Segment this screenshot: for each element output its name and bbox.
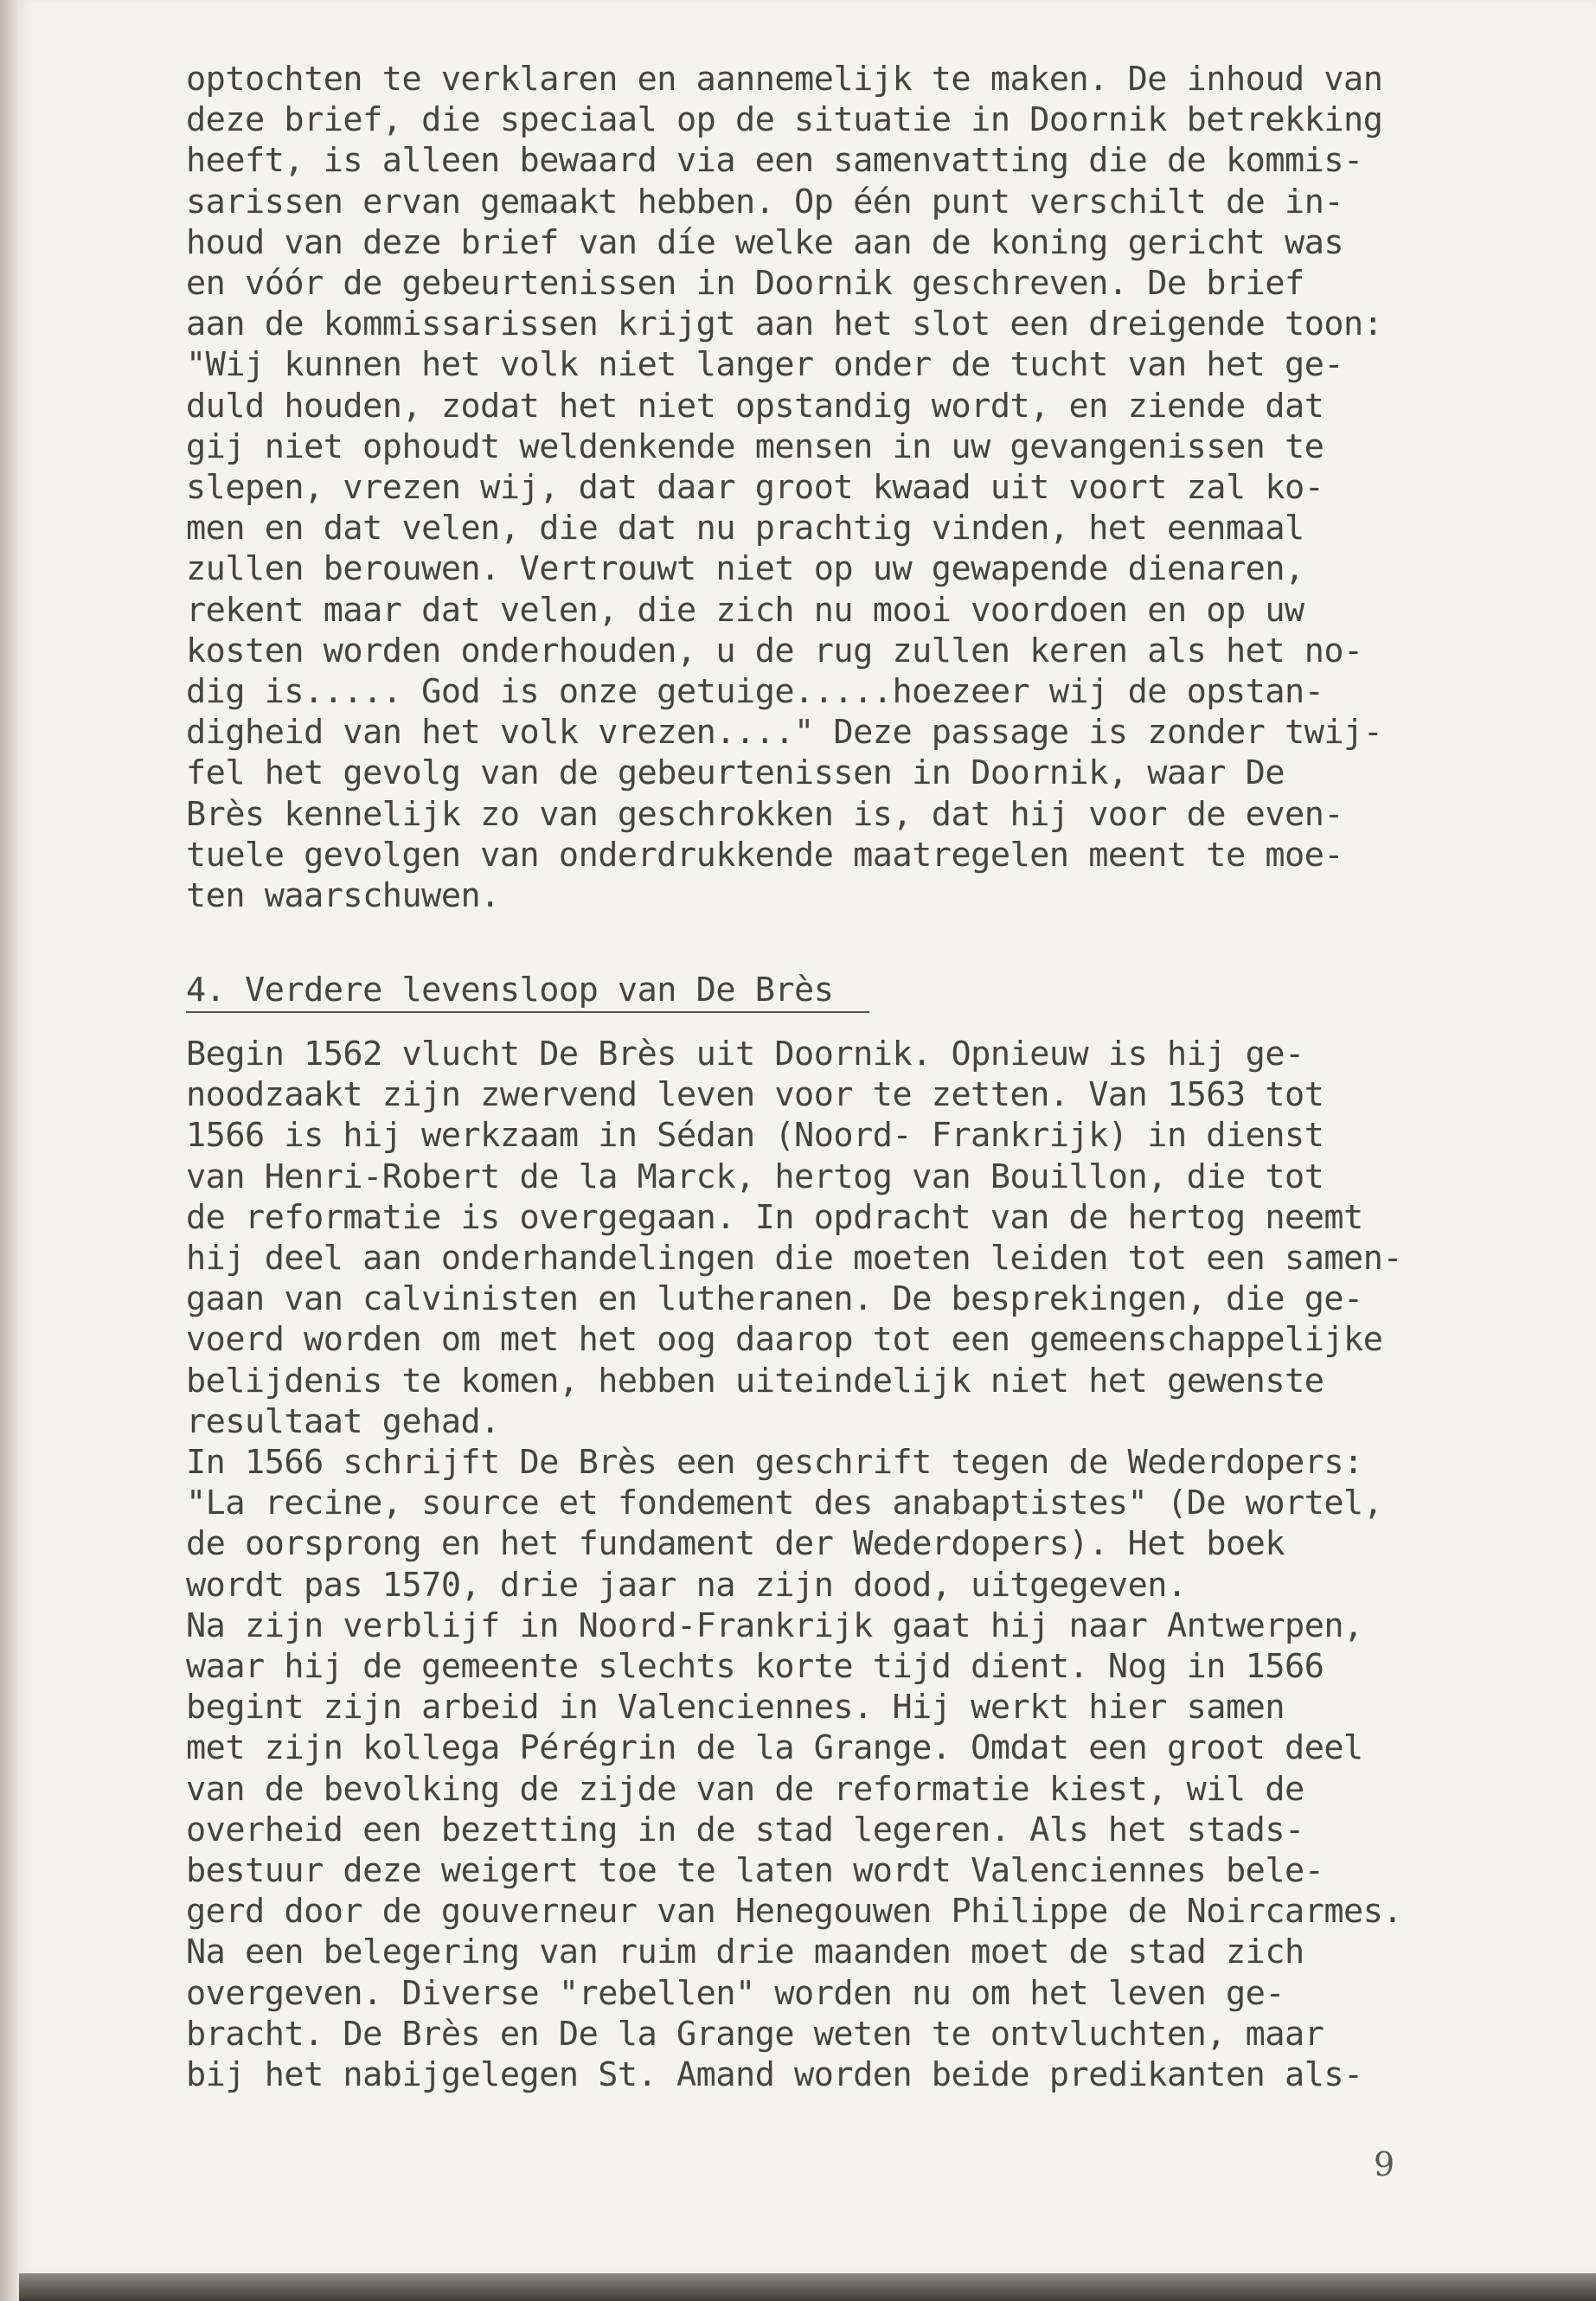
text-line: van de bevolking de zijde van de reformatie kiest, wil de: [186, 1769, 1304, 1809]
page-number: 9: [1374, 2145, 1395, 2183]
text-line: belijdenis te komen, hebben uiteindelijk niet het gewenste: [186, 1361, 1324, 1400]
text-line: houd van deze brief van díe welke aan de koning gericht was: [186, 222, 1344, 262]
text-line: bestuur deze weigert toe te laten wordt Valenciennes bele-: [186, 1851, 1324, 1891]
text-line: "Wij kunnen het volk niet langer onder de tucht van het ge-: [186, 345, 1344, 385]
text-line: Begin 1562 vlucht De Brès uit Doornik. Opnieuw is hij ge-: [186, 1035, 1304, 1074]
text-line: gaan van calvinisten en lutheranen. De besprekingen, die ge-: [186, 1279, 1363, 1319]
page-left-edge: [0, 0, 19, 2301]
text-line: digheid van het volk vrezen...." Deze passage is zonder twij-: [186, 713, 1383, 753]
heading-underline: [186, 1011, 869, 1013]
text-line: resultaat gehad.: [186, 1401, 500, 1441]
text-line: sarissen ervan gemaakt hebben. Op één punt verschilt de in-: [186, 182, 1344, 221]
text-line: waar hij de gemeente slechts korte tijd dient. Nog in 1566: [186, 1647, 1324, 1687]
scan-bottom-edge: [19, 2273, 1596, 2301]
text-line: wordt pas 1570, drie jaar na zijn dood, uitgegeven.: [186, 1565, 1187, 1605]
text-line: men en dat velen, die dat nu prachtig vinden, het eenmaal: [186, 509, 1304, 548]
text-line: tuele gevolgen van onderdrukkende maatregelen meent te moe-: [186, 835, 1344, 875]
text-line: overgeven. Diverse "rebellen" worden nu om het leven ge-: [186, 1973, 1285, 2013]
text-line: gij niet ophoudt weldenkende mensen in uw gevangenissen te: [186, 426, 1324, 466]
text-line: kosten worden onderhouden, u de rug zullen keren als het no-: [186, 631, 1363, 670]
text-line: 1566 is hij werkzaam in Sédan (Noord- Frankrijk) in dienst: [186, 1116, 1324, 1156]
text-line: bracht. De Brès en De la Grange weten te ontvluchten, maar: [186, 2014, 1324, 2054]
text-line: gerd door de gouverneur van Henegouwen Philippe de Noircarmes.: [186, 1892, 1403, 1932]
text-line: In 1566 schrijft De Brès een geschrift tegen de Wederdopers:: [186, 1443, 1363, 1483]
text-line: deze brief, die speciaal op de situatie in Doornik betrekking: [186, 100, 1383, 140]
text-line: optochten te verklaren en aannemelijk te maken. De inhoud van: [186, 60, 1383, 99]
text-line: ten waarschuwen.: [186, 876, 500, 916]
text-line: dig is..... God is onze getuige.....hoezeer wij de opstan-: [186, 672, 1324, 712]
text-line: slepen, vrezen wij, dat daar groot kwaad uit voort zal ko-: [186, 468, 1324, 508]
text-line: noodzaakt zijn zwervend leven voor te zetten. Van 1563 tot: [186, 1075, 1324, 1115]
text-line: de reformatie is overgegaan. In opdracht van de hertog neemt: [186, 1197, 1363, 1237]
paragraph-block-2: [186, 1034, 1402, 2095]
text-line: heeft, is alleen bewaard via een samenvatting die de kommis-: [186, 141, 1363, 181]
text-line: Na zijn verblijf in Noord-Frankrijk gaat hij naar Antwerpen,: [186, 1606, 1363, 1645]
text-line: Brès kennelijk zo van geschrokken is, dat hij voor de even-: [186, 794, 1344, 834]
text-line: "La recine, source et fondement des anabaptistes" (De wortel,: [186, 1484, 1383, 1523]
text-line: de oorsprong en het fundament der Wederdopers). Het boek: [186, 1524, 1285, 1564]
text-line: van Henri-Robert de la Marck, hertog van Bouillon, die tot: [186, 1157, 1324, 1196]
section-heading: 4. Verdere levensloop van De Brès: [186, 971, 834, 1009]
text-line: aan de kommissarissen krijgt aan het slot een dreigende toon:: [186, 304, 1383, 344]
text-line: voerd worden om met het oog daarop tot een gemeenschappelijke: [186, 1320, 1383, 1360]
text-line: duld houden, zodat het niet opstandig wordt, en ziende dat: [186, 386, 1324, 426]
text-line: overheid een bezetting in de stad legeren. Als het stads-: [186, 1810, 1304, 1849]
text-line: begint zijn arbeid in Valenciennes. Hij werkt hier samen: [186, 1688, 1285, 1727]
text-line: en vóór de gebeurtenissen in Doornik geschreven. De brief: [186, 264, 1304, 304]
text-line: hij deel aan onderhandelingen die moeten leiden tot een samen-: [186, 1239, 1403, 1279]
text-line: met zijn kollega Pérégrin de la Grange. Omdat een groot deel: [186, 1728, 1363, 1768]
paragraph-block-1: [186, 59, 1382, 916]
text-line: Na een belegering van ruim drie maanden moet de stad zich: [186, 1932, 1304, 1972]
text-line: zullen berouwen. Vertrouwt niet op uw gewapende dienaren,: [186, 549, 1304, 589]
text-line: fel het gevolg van de gebeurtenissen in Doornik, waar De: [186, 753, 1285, 793]
text-line: rekent maar dat velen, die zich nu mooi voordoen en op uw: [186, 590, 1304, 630]
text-line: bij het nabijgelegen St. Amand worden beide predikanten als-: [186, 2055, 1363, 2095]
